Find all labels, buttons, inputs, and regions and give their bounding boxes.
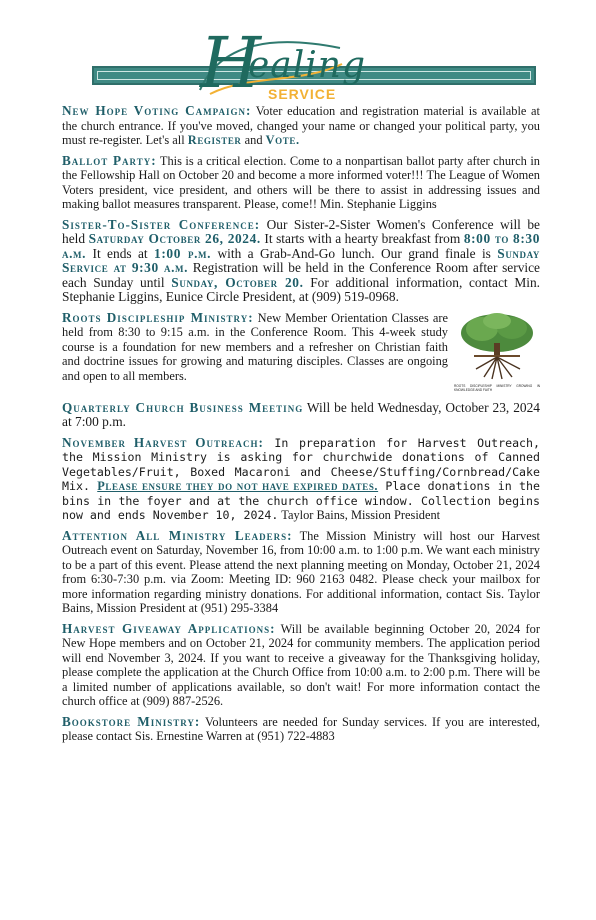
section-harvest-outreach <box>62 436 540 523</box>
section-text: The Mission Ministry will host our Harvest Outreach event on Saturday, November 16, from 10:00 a.m. to 1:00 p.m. We want each ministry to be a part of this event. Please attend the next planning meeting on Monday, October 21, 2024 from 6:30-7:30 p.m. via Zoom: Meeting ID: 960 2163 0482. Please check your mailbox for more information regarding ministry donations. For additional information, contact Sis. Taylor Bains, Mission President at (951) 295-3384 <box>62 528 540 615</box>
section-giveaway-applications <box>62 622 540 709</box>
date-emphasis: Saturday October 26, 2024. <box>88 231 261 246</box>
section-text: Volunteers are needed for Sunday services. If you are interested, please contact Sis. Ernestine Warren at (951) 722-4883 <box>62 714 540 743</box>
section-bookstore <box>62 715 540 744</box>
time-emphasis: 1:00 p.m. <box>154 245 212 261</box>
logo-initial: H <box>200 22 262 104</box>
time-emphasis: 8:00 to 8:30 a.m. <box>62 231 540 261</box>
section-text: Place donations in the bins in the foyer and at the church office window. Collection begins now and ends November 10, 2024. <box>62 479 540 522</box>
logo-word: ealing <box>248 45 367 86</box>
vote-emphasis: Vote. <box>265 133 300 147</box>
section-title: New Hope Voting Campaign: <box>62 103 252 118</box>
tree-caption: ROOTS DISCIPLESHIP MINISTRY GROWING IN KNOWLEDGE AND FAITH <box>454 384 540 392</box>
section-title: Bookstore Ministry: <box>62 713 201 729</box>
section-text: Voter education and registration material is available at the church entrance. If you've moved, changed your name or changed your political party, you must re-register. Let's all <box>62 104 540 147</box>
tree-logo <box>454 311 540 393</box>
section-text: In preparation for Harvest Outreach, the Mission Ministry is asking for churchwide donations of Canned Vegetables/Fruit, Boxed Macaroni and Cheese/Stuffing/Cornbread/Cake Mix. <box>62 435 540 493</box>
section-title: Quarterly Church Business Meeting <box>62 399 304 415</box>
section-ministry-leaders <box>62 529 540 616</box>
section-title: Ballot Party: <box>62 152 157 168</box>
service-emphasis: Sunday Service at 9:30 a.m. <box>62 245 540 275</box>
section-title: November Harvest Outreach: <box>62 434 264 450</box>
section-text: New Member Orientation Classes are held from 8:30 to 9:15 a.m. in the Conference Room. This 4-week study course is a foundation for new members and a refresher on Christian faith and doctrine issues for growing and maturing disciples. Classes are ongoing and open to all members. <box>62 310 448 383</box>
section-ballot-party <box>62 154 540 212</box>
section-title: Sister-To-Sister Conference: <box>62 216 261 232</box>
section-text: with a Grab-And-Go lunch. Our grand finale is <box>211 245 498 261</box>
section-text: This is a critical election. Come to a nonpartisan ballot party after church in the Fellowship Hall on October 20 and become a more informed voter!!! The League of Women Voters president, vice president, and others will be there to assist in addressing issues and making ballot measures transparent. Please, come!! Min. Stephanie Liggins <box>62 153 540 211</box>
section-roots-ministry <box>62 311 540 395</box>
section-title: Roots Discipleship Ministry: <box>62 309 254 325</box>
section-text: Will be held Wednesday, October 23, 2024 at 7:00 p.m. <box>62 399 541 429</box>
expired-dates-notice: Please ensure they do not have expired dates. <box>97 479 379 493</box>
section-title: Attention All Ministry Leaders: <box>62 527 293 543</box>
and-text: and <box>241 133 266 147</box>
deadline-emphasis: Sunday, October 20. <box>171 274 304 290</box>
bulletin-content <box>62 104 540 750</box>
section-voting-campaign <box>62 104 540 148</box>
register-emphasis: Register <box>187 133 242 147</box>
section-text: It ends at <box>86 245 155 261</box>
section-sister-conference <box>62 218 540 305</box>
section-text: Will be available beginning October 20, 2024 for New Hope members and on October 21, 2024 for community members. The application period will end November 3, 2024. If you want to receive a giveaway for the Thanksgiving holiday, please complete the application at the Church Office from 10:00 a.m. to 2:00 p.m. There will be a limited number of applications available, so don't wait! For more information contact the church office at (909) 887-2526. <box>62 621 540 708</box>
tree-icon <box>454 311 540 381</box>
section-text: Our Sister-2-Sister Women's Conference will be held <box>62 216 540 246</box>
section-title: Harvest Giveaway Applications: <box>62 620 276 636</box>
section-text: It starts with a hearty breakfast from <box>260 231 464 246</box>
section-business-meeting <box>62 401 540 430</box>
section-signature: Taylor Bains, Mission President <box>278 508 441 522</box>
section-text: Registration will be held in the Conference Room after service each Sunday until <box>62 260 541 290</box>
logo-subtitle: SERVICE <box>268 86 337 102</box>
section-text: For additional information, contact Min. Stephanie Liggins, Eunice Circle President, at (909) 519-0968. <box>62 274 540 304</box>
